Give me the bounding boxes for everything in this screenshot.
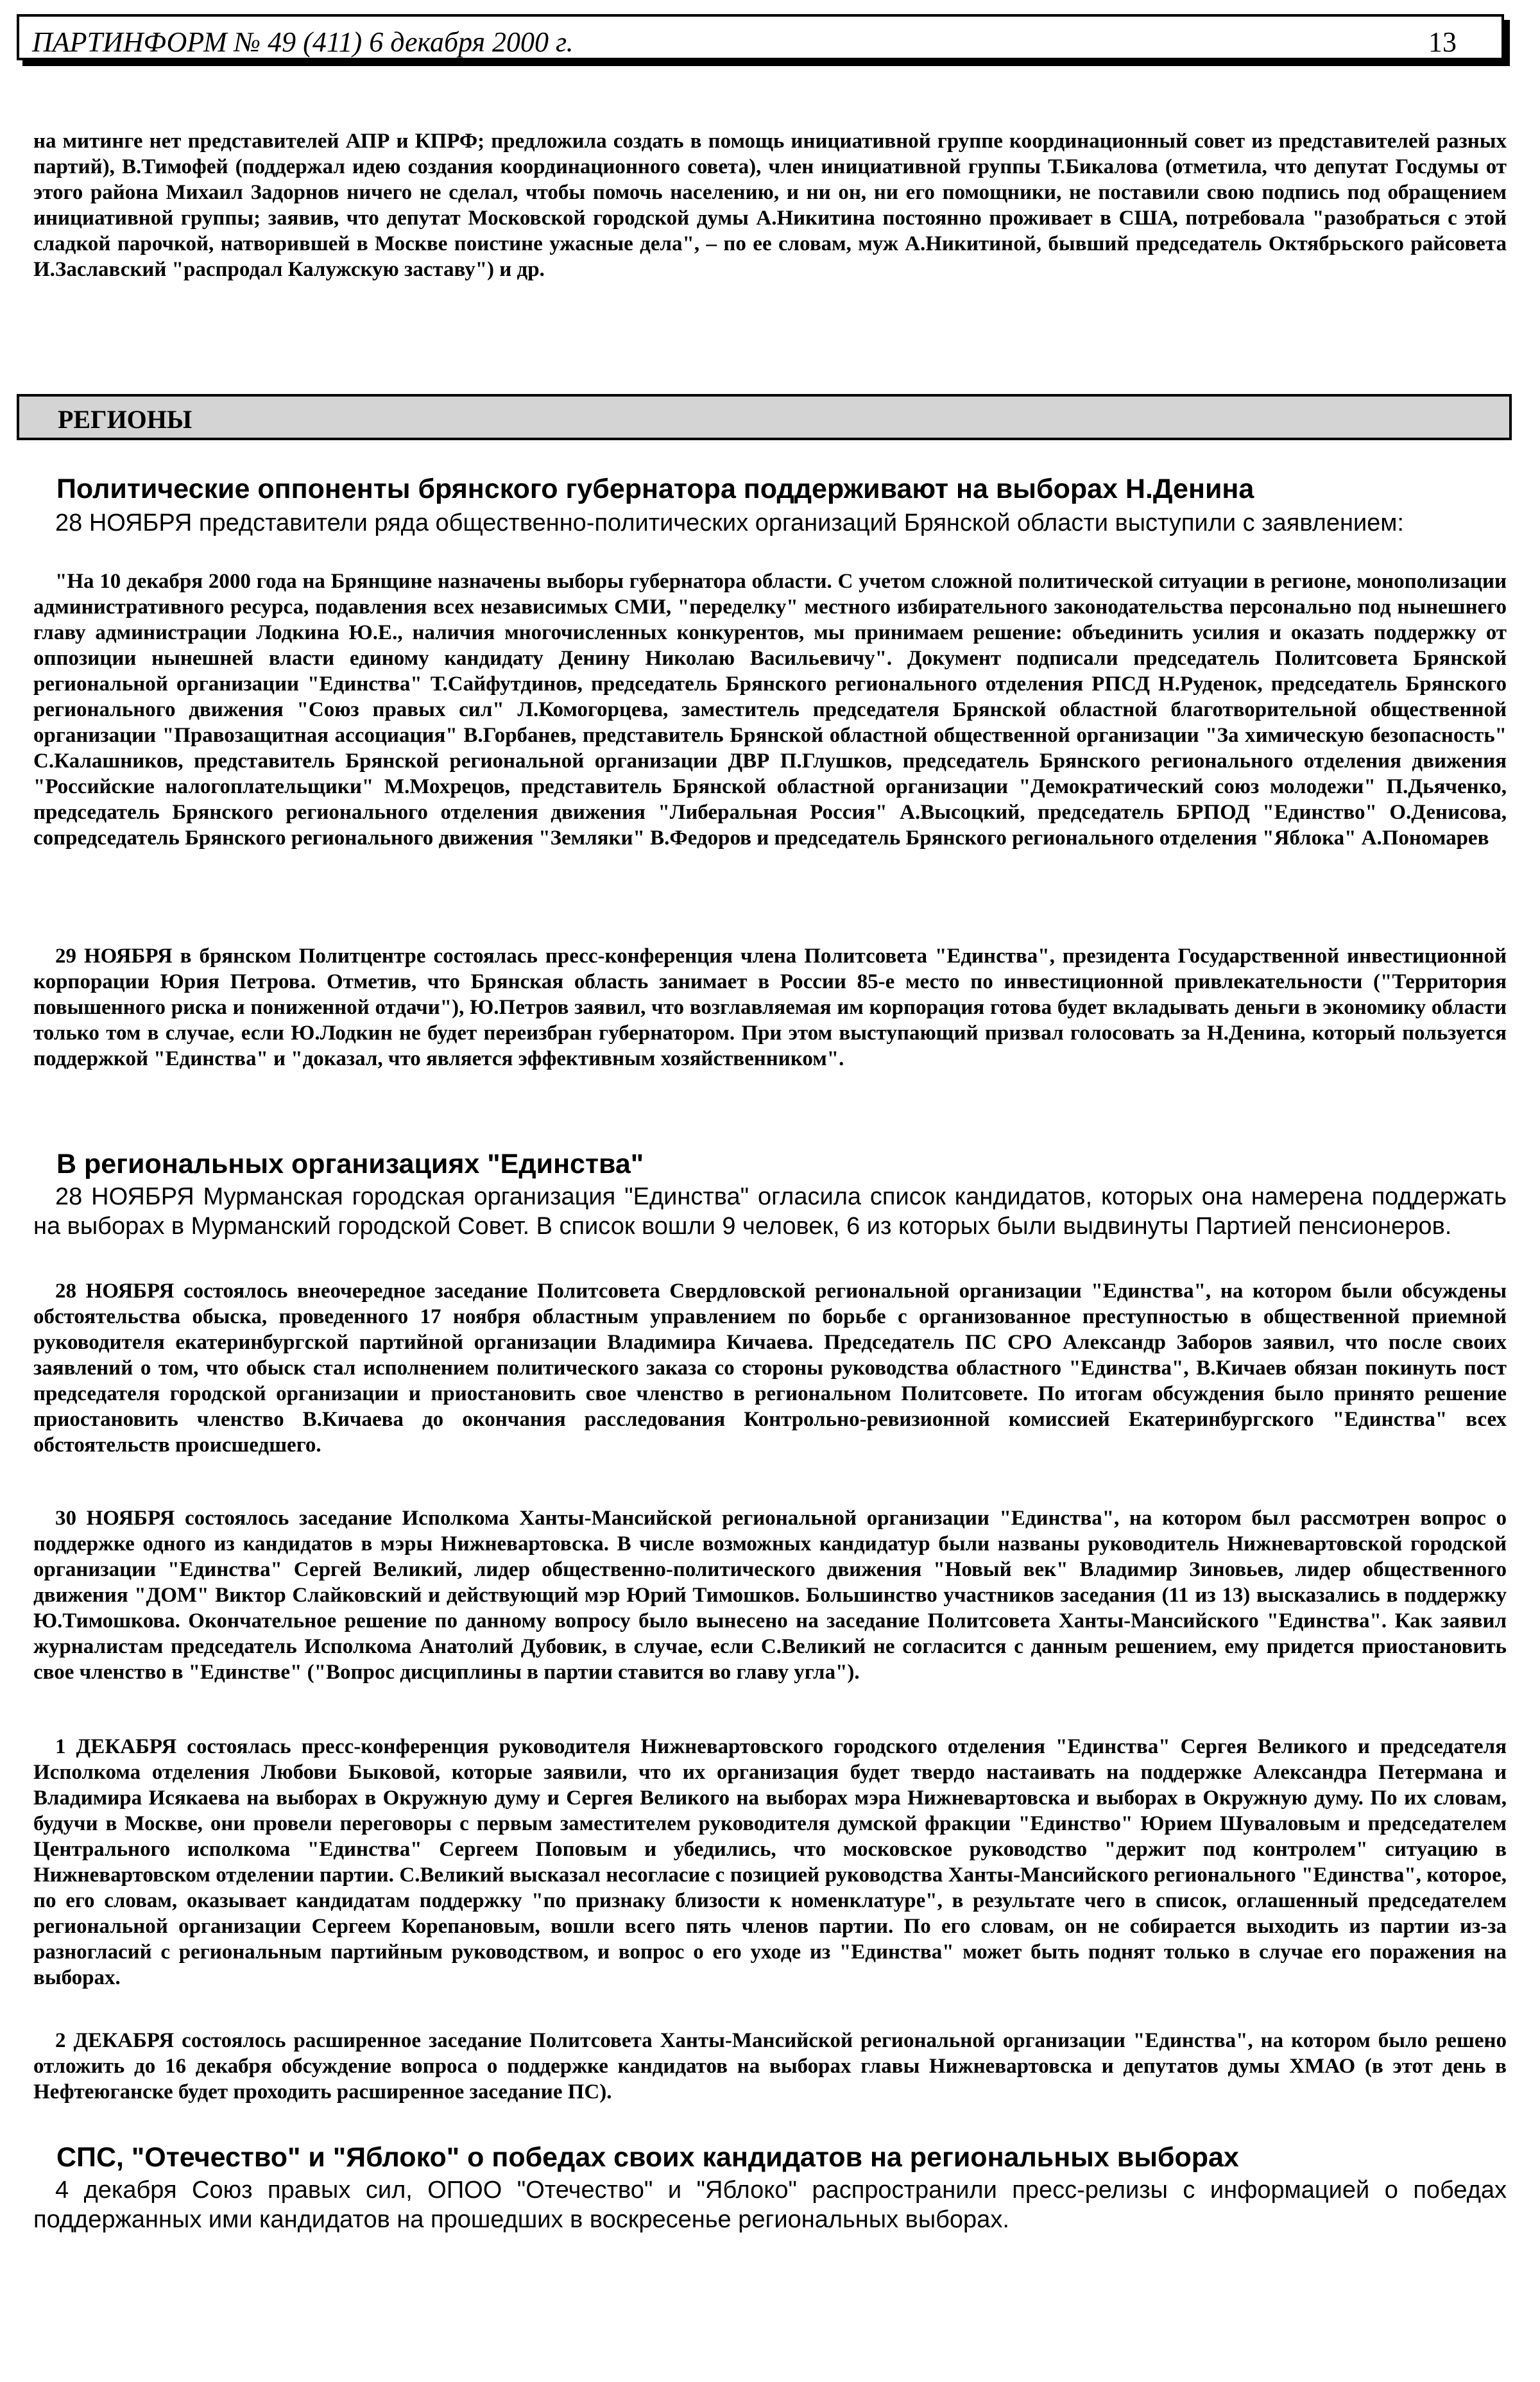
article-lead: 28 НОЯБРЯ Мурманская городская организация "Единства" огласила список кандидатов, которых она намерена поддержать на выборах в Мурманский городской Совет. В список вошли 9 человек, 6 из которых были выдвинуты Партией пенсионеров. <box>33 1183 1507 1240</box>
article-paragraph: 30 НОЯБРЯ состоялось заседание Исполкома Ханты-Мансийской региональной организации "Единства", на котором был рассмотрен вопрос о поддержке одного из кандидатов в мэры Нижневартовска. В числе возможных кандидатур были названы руководитель Нижневартовской городской организации "Единства" Сергей Великий, лидер общественно-политического движения "Новый век" Владимир Зиновьев, лидер общественного движения "ДОМ" Виктор Слайковский и действующий мэр Юрий Тимошков. Большинство участников заседания (11 из 13) высказались в поддержку Ю.Тимошкова. Окончательное решение по данному вопросу было вынесено на заседание Политсовета Ханты-Мансийского "Единства". Как заявил журналистам председатель Исполкома Анатолий Дубовик, в случае, если С.Великий не согласится с данным решением, ему придется приостановить свое членство в "Единстве" ("Вопрос дисциплины в партии ставится во главу угла"). <box>33 1507 1507 1684</box>
page-number: 13 <box>1428 26 1457 58</box>
section-header <box>17 394 1512 440</box>
article-paragraph: "На 10 декабря 2000 года на Брянщине назначены выборы губернатора области. С учетом сложной политической ситуации в регионе, монополизации административного ресурса, подавления всех независимых СМИ, "переделку" местного избирательного законодательства персонально под нынешнего главу администрации Лодкина Ю.Е., наличия многочисленных конкурентов, мы принимаем решение: объединить усилия и оказать поддержку от оппозиции нынешней власти единому кандидату Денину Николаю Васильевичу". Документ подписали председатель Политсовета Брянской региональной организации "Единства" Т.Сайфутдинов, председатель Брянского регионального отделения РПСД Н.Руденок, председатель Брянского регионального движения "Союз правых сил" Л.Комогорцева, заместитель председателя Брянской областной благотворительной общественной организации "Правозащитная ассоциация" В.Горбанев, представитель Брянской областной общественной организации "За химическую безопасность" С.Калашников, представитель Брянской региональной организации ДВР П.Глушков, председатель Брянского регионального отделения движения "Российские налогоплательщики" М.Мохрецов, представитель Брянской областной организации "Демократический союз молодежи" П.Дьяченко, председатель Брянского регионального отделения движения "Либеральная Россия" А.Высоцкий, председатель БРПОД "Единство" О.Денисова, сопредседатель Брянского регионального движения "Земляки" В.Федоров и председатель Брянского регионального отделения "Яблока" А.Пономарев <box>33 570 1507 850</box>
article-paragraph: 29 НОЯБРЯ в брянском Политцентре состоялась пресс-конференция члена Политсовета "Единства", президента Государственной инвестиционной корпорации Юрия Петрова. Отметив, что Брянская область занимает в России 85-е место по инвестиционной привлекательности ("Территория повышенного риска и пониженной отдачи"), Ю.Петров заявил, что возглавляемая им корпорация готова будет вкладывать деньги в экономику области только том в случае, если Ю.Лодкин не будет переизбран губернатором. При этом выступающий призвал голосовать за Н.Денина, который пользуется поддержкой "Единства" и "доказал, что является эффективным хозяйственником". <box>33 945 1507 1070</box>
article-headline: СПС, "Отечество" и "Яблоко" о победах своих кандидатов на региональных выборах <box>56 2142 1239 2173</box>
article-paragraph: 28 НОЯБРЯ состоялось внеочередное заседание Политсовета Свердловской региональной организации "Единства", на котором были обсуждены обстоятельства обыска, проведенного 17 ноября областным управлением по борьбе с организованное преступностью в общественной приемной руководителя екатеринбургской партийной организации Владимира Кичаева. Председатель ПС СРО Александр Заборов заявил, что после своих заявлений о том, что обыск стал исполнением политического заказа со стороны руководства областного "Единства", В.Кичаев обязан покинуть пост председателя городской организации и приостановить свое членство в региональном Политсовете. По итогам обсуждения было принято решение приостановить членство В.Кичаева до окончания расследования Контрольно-ревизионной комиссией Екатеринбургского "Единства" всех обстоятельств происшедшего. <box>33 1280 1507 1457</box>
article-headline: Политические оппоненты брянского губернатора поддерживают на выборах Н.Денина <box>56 474 1254 504</box>
article-lead: 4 декабря Союз правых сил, ОПОО "Отечество" и "Яблоко" распространили пресс-релизы с информацией о победах поддержанных ими кандидатов на прошедших в воскресенье региональных выборах. <box>33 2177 1507 2233</box>
article-headline: В региональных организациях "Единства" <box>56 1149 644 1179</box>
article-lead: 28 НОЯБРЯ представители ряда общественно-политических организаций Брянской области выступили с заявлением: <box>55 510 1404 536</box>
article-paragraph: 1 ДЕКАБРЯ состоялась пресс-конференция руководителя Нижневартовского городского отделения "Единства" Сергея Великого и председателя Исполкома отделения Любови Быковой, которые заявили, что их организация будет твердо настаивать на поддержке Александра Петермана и Владимира Исякаева на выборах в Окружную думу и Сергея Великого на выборах мэра Нижневартовска и выборах в Окружную думу. По их словам, будучи в Москве, они провели переговоры с первым заместителем руководителя думской фракции "Единство" Юрием Шуваловым и председателем Центрального исполкома "Единства" Сергеем Поповым и убедились, что московское руководство "держит под контролем" ситуацию в Нижневартовском отделении партии. С.Великий высказал несогласие с позицией руководства Ханты-Мансийского регионального "Единства", которое, по его словам, оказывает кандидатам поддержку "по признаку близости к номенклатуре", в результате чего в список, оглашенный председателем региональной организации Сергеем Корепановым, вошли всего пять членов партии. По его словам, он не собирается выходить из партии из-за разногласий с региональным партийным руководством, и вопрос о его уходе из "Единства" может быть поднят только в случае его поражения на выборах. <box>33 1735 1507 1989</box>
article-paragraph: 2 ДЕКАБРЯ состоялось расширенное заседание Политсовета Ханты-Мансийской региональной организации "Единства", на котором было решено отложить до 16 декабря обсуждение вопроса о поддержке кандидатов на выборах главы Нижневартовска и депутатов думы ХМАО (в этот день в Нефтеюганске будет проходить расширенное заседание ПС). <box>33 2029 1507 2104</box>
section-title: РЕГИОНЫ <box>58 405 193 434</box>
publication-title: ПАРТИНФОРМ № 49 (411) 6 декабря 2000 г. <box>32 26 574 58</box>
page-header <box>17 14 1504 60</box>
intro-paragraph: на митинге нет представителей АПР и КПРФ; предложила создать в помощь инициативной группе координационный совет из представителей разных партий), В.Тимофей (поддержал идею создания координационного совета), член инициативной группы Т.Бикалова (отметила, что депутат Госдумы от этого района Михаил Задорнов ничего не сделал, чтобы помочь населению, и ни он, ни его помощники, не поставили свою подпись под обращением инициативной группы; заявив, что депутат Московской городской думы А.Никитина постоянно проживает в США, потребовала "разобраться с этой сладкой парочкой, натворившей в Москве поистине ужасные дела", – по ее словам, муж А.Никитиной, бывший председатель Октябрьского райсовета И.Заславский "распродал Калужскую заставу") и др. <box>33 130 1507 281</box>
